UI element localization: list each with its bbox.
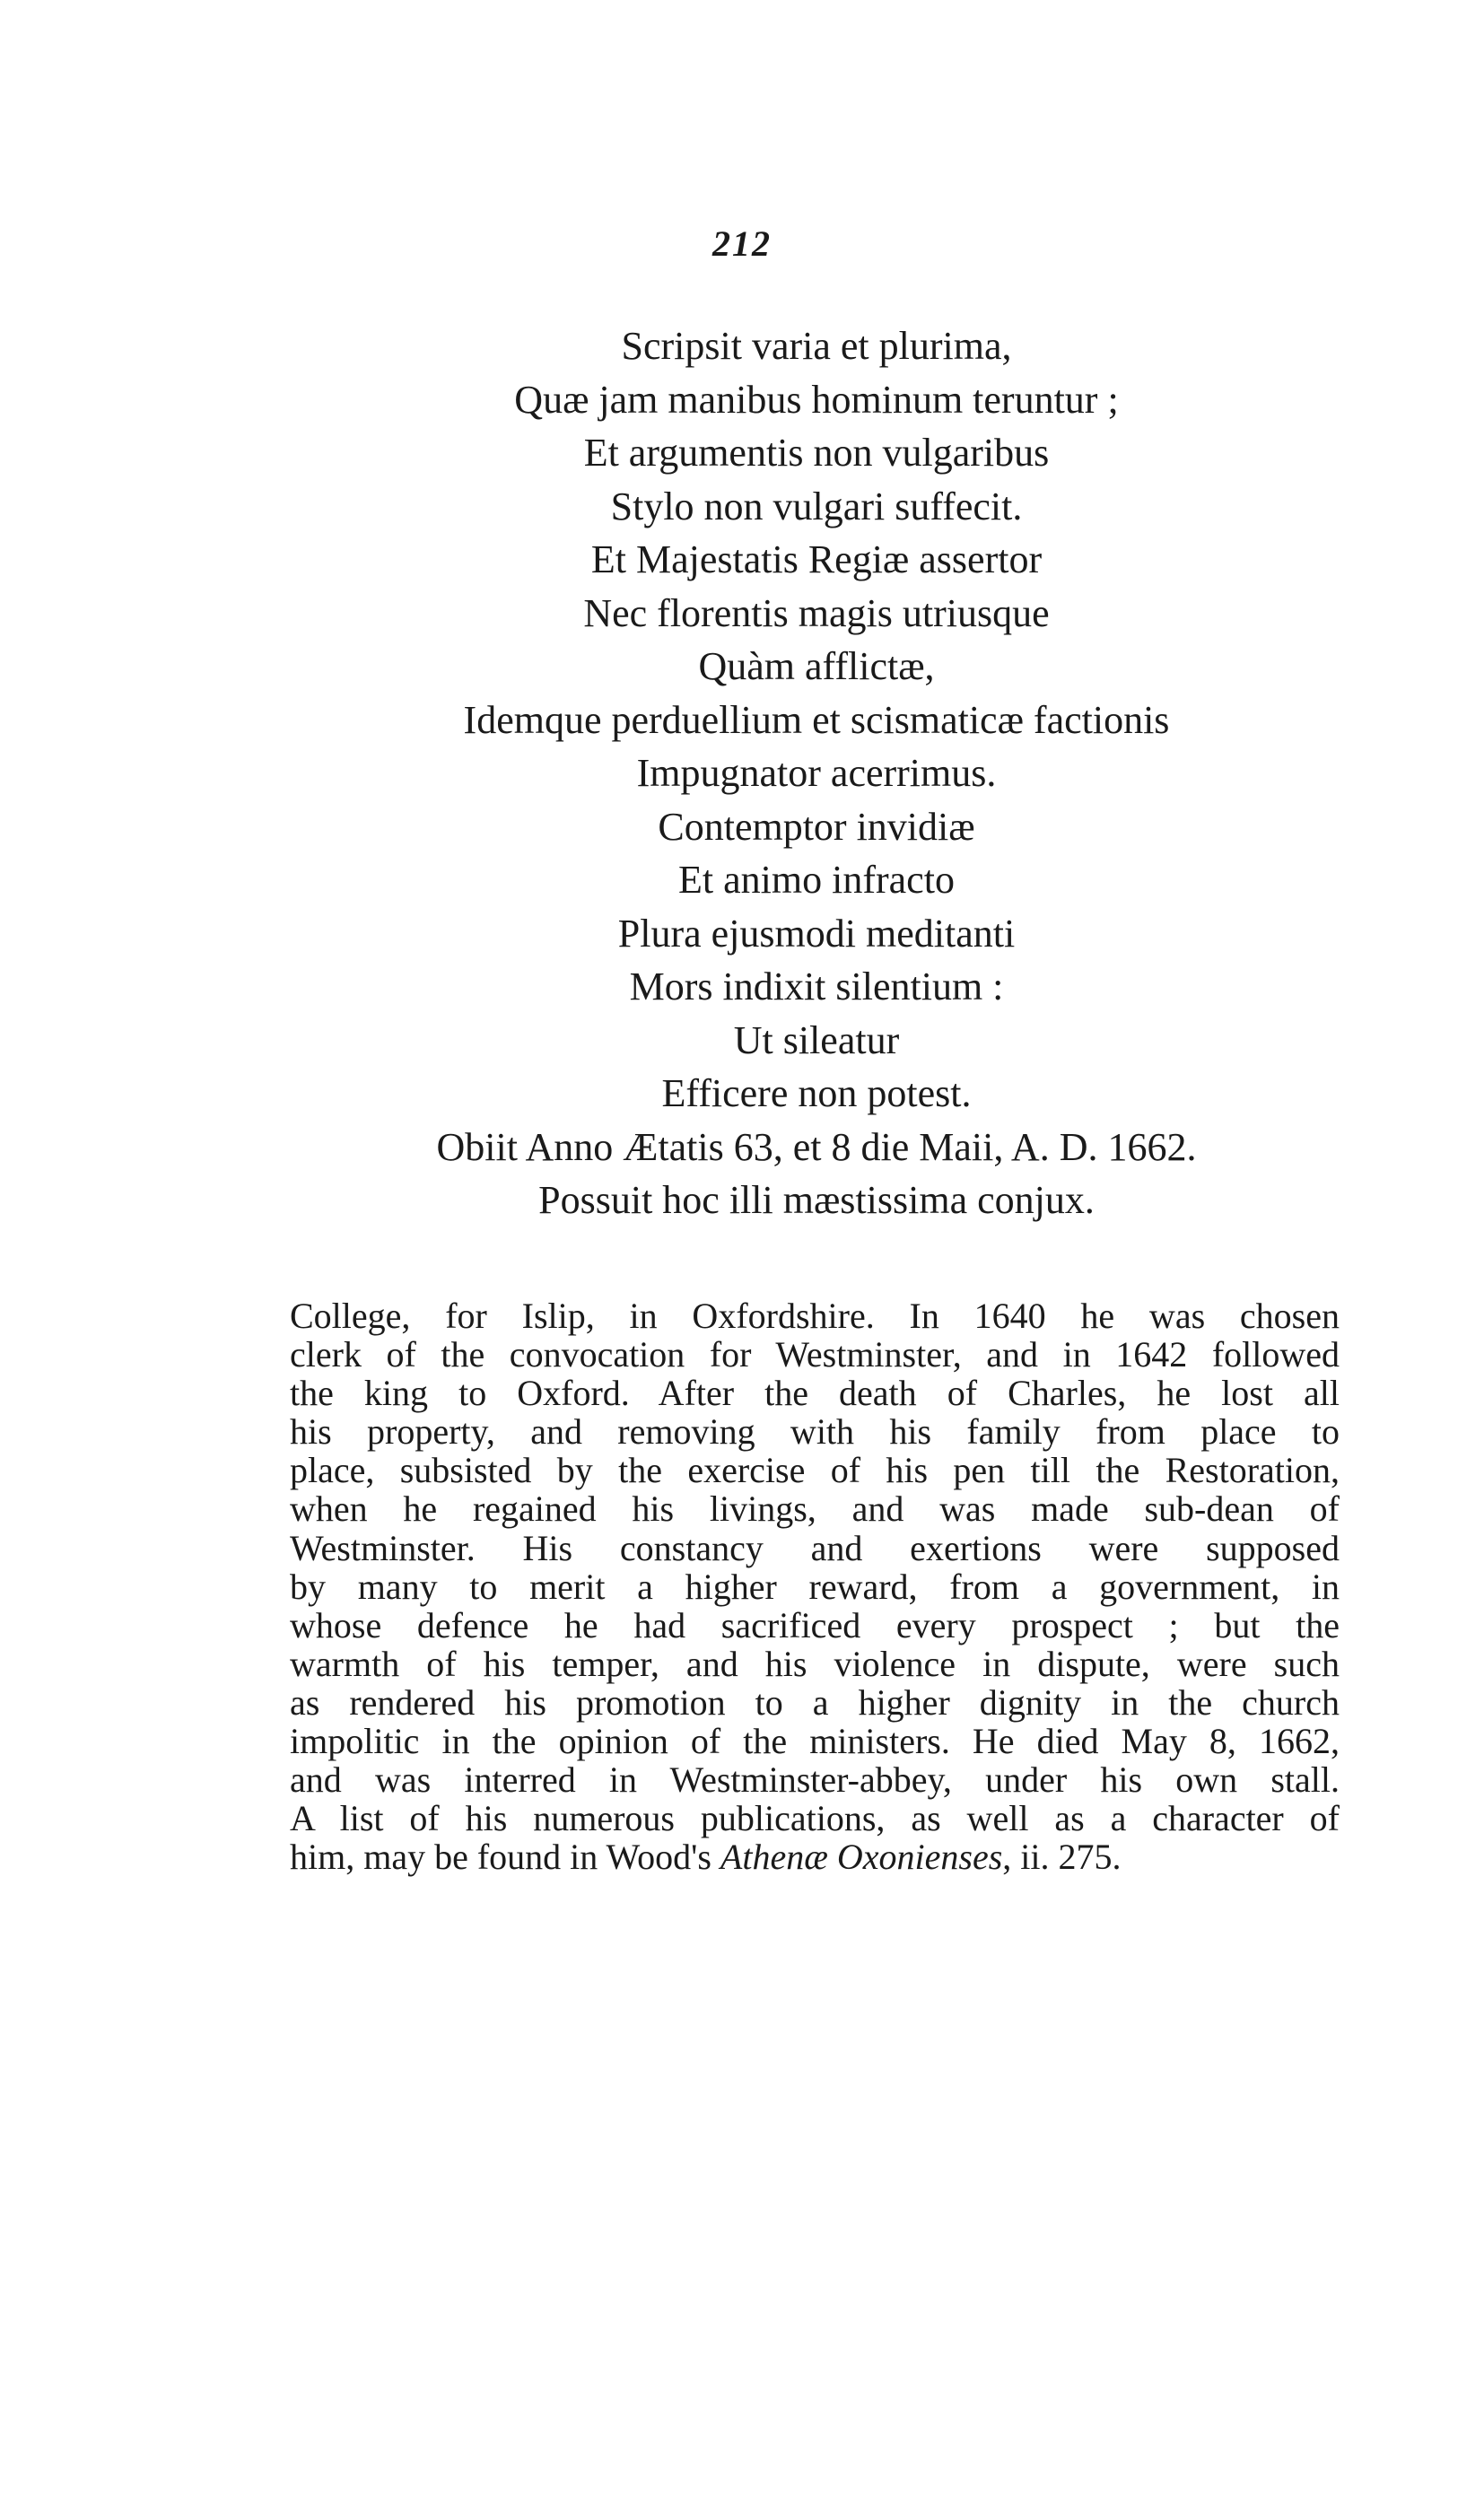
note-line-prefix: him, may be found in Wood's [290, 1837, 720, 1878]
inscription-line: Ut sileatur [733, 1017, 900, 1062]
biographical-note [290, 1296, 1340, 1876]
inscription-line: Et Majestatis Regiæ assertor [590, 537, 1043, 581]
inscription-line: Obiit Anno Ætatis 63, et 8 die Maii, A. D. 1662. [436, 1124, 1197, 1169]
note-line: by many to merit a higher reward, from a government, in [290, 1566, 1340, 1607]
note-line: when he regained his livings, and was made sub-dean of [290, 1488, 1340, 1530]
inscription-line: Stylo non vulgari suffecit. [610, 484, 1023, 528]
inscription-line: Plura ejusmodi meditanti [617, 911, 1016, 956]
inscription-line: Possuit hoc illi mæstissima conjux. [538, 1178, 1095, 1222]
note-line: impolitic in the opinion of the ministers. He died May 8, 1662, [290, 1721, 1340, 1762]
inscription-line: Mors indixit silentium : [629, 964, 1004, 1008]
note-line: clerk of the convocation for Westminster, and in 1642 followed [290, 1334, 1340, 1375]
note-line: the king to Oxford. After the death of Charles, he lost all [290, 1373, 1340, 1414]
epitaph-inscription [341, 319, 1292, 1227]
inscription-line: Efficere non potest. [661, 1071, 972, 1115]
note-last-line [290, 1837, 1340, 1876]
book-title-italic: Athenæ Oxonienses [720, 1837, 1003, 1878]
inscription-line: Et animo infracto [678, 858, 955, 902]
note-line-suffix: , ii. 275. [1002, 1837, 1122, 1878]
inscription-line: Contemptor invidiæ [658, 804, 975, 849]
note-line: as rendered his promotion to a higher dignity in the church [290, 1681, 1340, 1723]
note-line: Westminster. His constancy and exertions were supposed [290, 1527, 1340, 1568]
inscription-line: Scripsit varia et plurima, [621, 324, 1012, 368]
note-line: College, for Islip, in Oxfordshire. In 1640 he was chosen [290, 1296, 1340, 1336]
note-line: A list of his numerous publications, as well as a character of [290, 1798, 1340, 1839]
note-line: whose defence he had sacrificed every prospect ; but the [290, 1604, 1340, 1645]
note-line: his property, and removing with his family from place to [290, 1411, 1340, 1453]
inscription-line: Impugnator acerrimus. [636, 751, 997, 795]
inscription-line: Nec florentis magis utriusque [583, 590, 1050, 635]
note-line: warmth of his temper, and his violence in dispute, were such [290, 1643, 1340, 1684]
inscription-line: Idemque perduellium et scismaticæ factionis [463, 697, 1170, 742]
inscription-line: Quæ jam manibus hominum teruntur ; [514, 377, 1119, 422]
note-line: and was interred in Westminster-abbey, under his own stall. [290, 1759, 1340, 1801]
inscription-line: Quàm afflictæ, [698, 644, 935, 688]
page-number: 212 [712, 223, 772, 264]
inscription-line: Et argumentis non vulgaribus [583, 431, 1050, 475]
note-line: place, subsisted by the exercise of his pen till the Restoration, [290, 1450, 1340, 1491]
